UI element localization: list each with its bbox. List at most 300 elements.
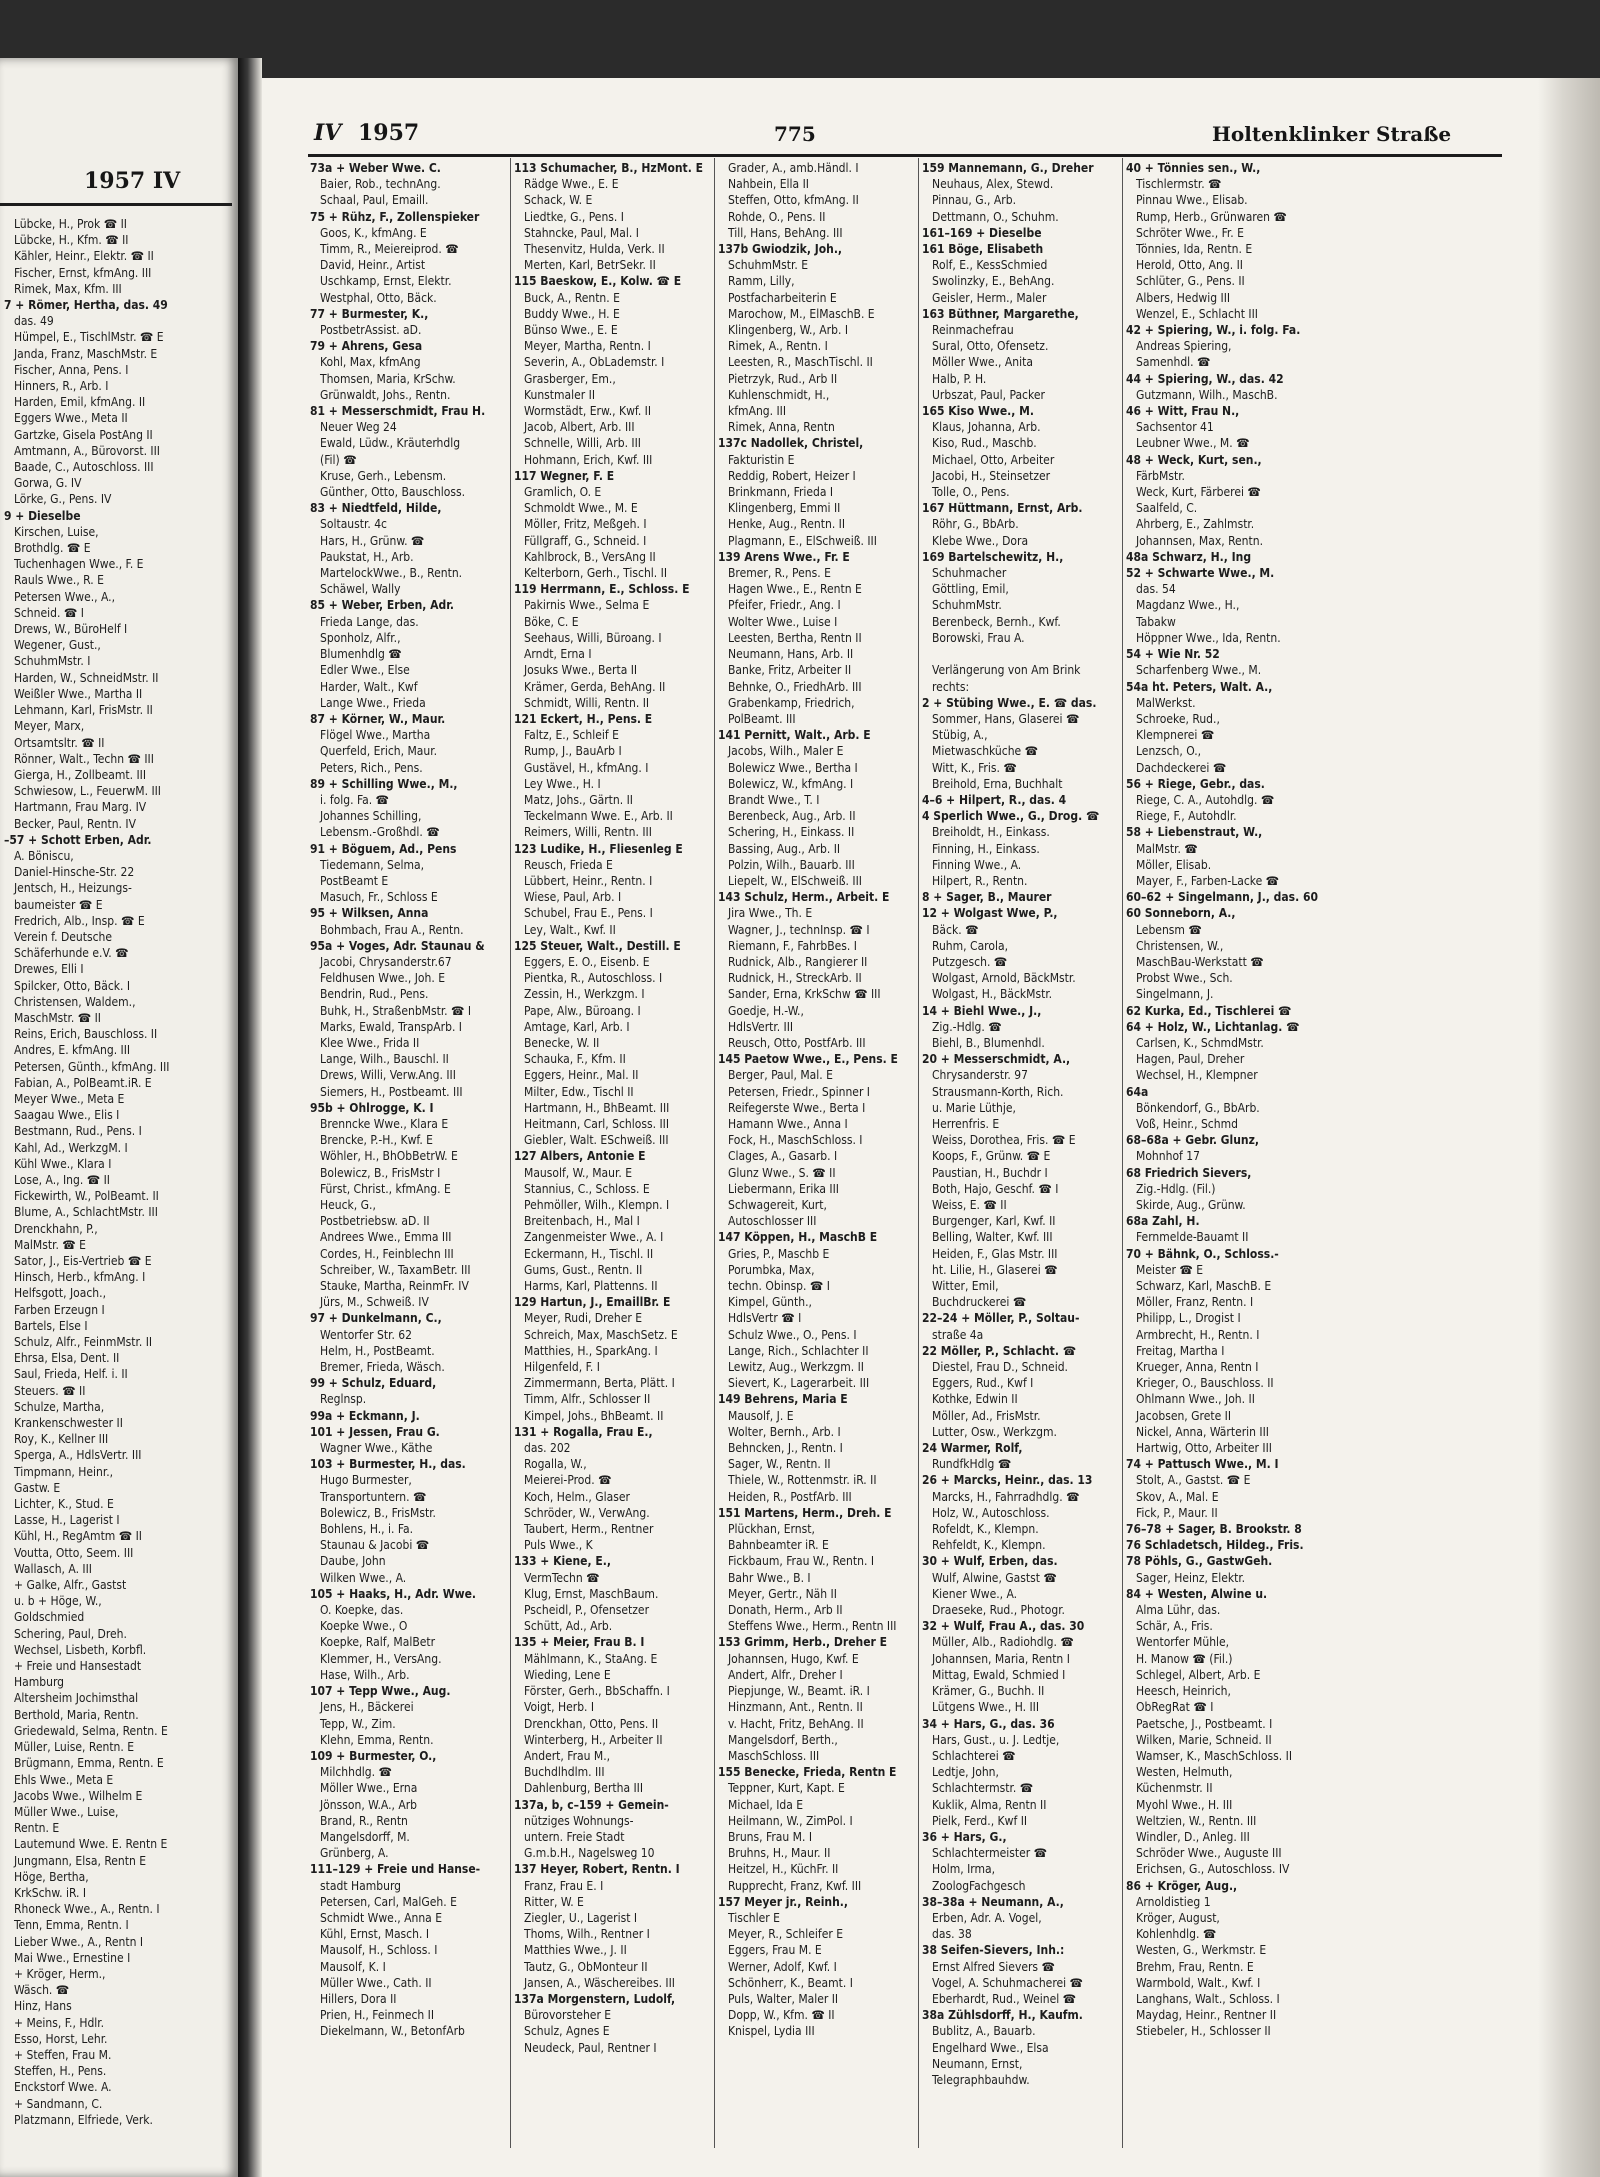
directory-entry: Grünwaldt, Johs., Rentn. [320, 387, 451, 402]
directory-entry: Buck, A., Rentn. E [524, 290, 620, 305]
directory-entry: Bassing, Aug., Arb. II [728, 841, 841, 856]
directory-entry: 113 Schumacher, B., HzMont. E [514, 161, 703, 175]
directory-entry: Ruhm, Carola, [932, 938, 1008, 953]
directory-entry: Wulf, Alwine, Gastst ☎ [932, 1570, 1057, 1585]
directory-entry: Diekelmann, W., BetonfArb [320, 2024, 465, 2039]
directory-entry: Wolgast, Arnold, BäckMstr. [932, 971, 1076, 986]
directory-entry: Wolter Wwe., Luise I [728, 614, 838, 629]
directory-entry: Blume, A., SchlachtMstr. III [14, 1205, 158, 1220]
directory-entry: Schwagereit, Kurt, [728, 1198, 827, 1212]
directory-entry: Bolewicz Wwe., Bertha I [728, 760, 858, 775]
directory-entry: 56 + Riege, Gebr., das. [1126, 776, 1265, 791]
directory-entry: Strausmann-Korth, Rich. [932, 1084, 1064, 1099]
directory-entry: Bolewicz, B., FrisMstr I [320, 1165, 441, 1180]
directory-entry: untern. Freie Stadt [524, 1829, 625, 1844]
left-page-column [4, 216, 232, 2156]
directory-entry: Diestel, Frau D., Schneid. [932, 1360, 1068, 1375]
directory-entry: MaschBau-Werkstatt ☎ [1136, 954, 1264, 969]
directory-entry: Puls, Walter, Maler II [728, 1991, 839, 2006]
directory-entry: Breitenbach, H., Mal I [524, 1214, 640, 1229]
directory-entry: Amtage, Karl, Arb. I [524, 1019, 630, 1034]
directory-entry: 48a Schwarz, H., Ing [1126, 549, 1252, 564]
directory-entry: Bünso Wwe., E. E [524, 323, 618, 338]
directory-entry: Hinz, Hans [14, 1999, 72, 2014]
directory-entry: Blumenhdlg ☎ [320, 647, 402, 662]
directory-entry: 165 Kiso Wwe., M. [922, 404, 1034, 419]
directory-entry: 97 + Dunkelmann, C., [310, 1311, 442, 1326]
directory-entry: Christensen, Waldem., [14, 994, 136, 1009]
directory-entry: Halb, P. H. [932, 371, 987, 386]
directory-entry: u. b + Höge, W., [14, 1594, 102, 1609]
directory-entry: 151 Martens, Herm., Dreh. E [718, 1505, 892, 1520]
directory-entry: 8 + Sager, B., Maurer [922, 890, 1052, 905]
directory-entry: SchuhmMstr. I [14, 654, 91, 669]
directory-entry: Meister ☎ E [1136, 1262, 1204, 1277]
directory-entry: Wagner, J., technInsp. ☎ I [728, 922, 870, 937]
directory-entry: Magdanz Wwe., H., [1136, 598, 1240, 613]
directory-entry: Schröder, W., VerwAng. [524, 1505, 650, 1520]
directory-entry: KrkSchw. iR. I [14, 1885, 87, 1900]
directory-entry: 169 Bartelschewitz, H., [922, 549, 1064, 564]
directory-entry: Clages, A., Gasarb. I [728, 1149, 838, 1164]
directory-entry: Buhk, H., StraßenbMstr. ☎ I [320, 1003, 472, 1018]
directory-entry: Reins, Erich, Bauschloss. II [14, 1027, 158, 1042]
directory-entry: Ley Wwe., H. I [524, 776, 601, 791]
directory-entry: Herrenfris. E [932, 1116, 1000, 1131]
directory-entry: Kohlenhdlg. ☎ [1136, 1927, 1217, 1942]
directory-entry: Bohmbach, Frau A., Rentn. [320, 922, 464, 937]
directory-entry: Sachsentor 41 [1136, 420, 1214, 435]
directory-entry: Kuhlenschmidt, H., [728, 387, 830, 402]
directory-entry: Drews, Willi, Verw.Ang. III [320, 1068, 456, 1083]
directory-entry: 20 + Messerschmidt, A., [922, 1052, 1071, 1067]
directory-entry: Rönner, Walt., Techn ☎ III [14, 751, 154, 766]
directory-entry: Reimers, Willi, Rentn. III [524, 825, 652, 840]
directory-entry: Jira Wwe., Th. E [728, 906, 813, 921]
directory-entry: Geisler, Herm., Maler [932, 290, 1047, 305]
directory-entry: 26 + Marcks, Heinr., das. 13 [922, 1473, 1093, 1488]
directory-entry: Hugo Burmester, [320, 1473, 412, 1488]
directory-entry: ht. Lilie, H., Glaserei ☎ [932, 1262, 1058, 1277]
directory-entry: Lange Wwe., Frieda [320, 695, 426, 710]
directory-entry: Berger, Paul, Mal. E [728, 1068, 833, 1083]
directory-entry: 54a ht. Peters, Walt. A., [1126, 679, 1273, 694]
directory-entry: Möller Wwe., Anita [932, 355, 1033, 370]
directory-entry: 123 Ludike, H., Fliesenleg E [514, 841, 683, 856]
directory-entry: Kruse, Gerh., Lebensm. [320, 468, 447, 483]
directory-entry: Gums, Gust., Rentn. II [524, 1262, 643, 1277]
directory-entry: Sator, J., Eis-Vertrieb ☎ E [14, 1254, 152, 1268]
directory-entry: 22–24 + Möller, P., Soltau- [922, 1311, 1080, 1326]
directory-entry: 157 Meyer jr., Reinh., [718, 1894, 848, 1909]
directory-entry: Brandt Wwe., T. I [728, 792, 820, 807]
directory-entry: das. 202 [524, 1441, 571, 1456]
directory-entry: Heiden, F., Glas Mstr. III [932, 1246, 1058, 1261]
directory-entry: Andert, Alfr., Dreher I [728, 1667, 843, 1682]
directory-entry: 89 + Schilling Wwe., M., [310, 776, 458, 791]
directory-entry: Jansen, A., Wäschereibes. III [524, 1975, 675, 1990]
directory-entry: Swolinzky, E., BehAng. [932, 274, 1055, 289]
directory-entry: Schroeke, Rud., [1136, 711, 1220, 726]
directory-entry: Westphal, Otto, Bäck. [320, 290, 437, 305]
directory-entry: Plagmann, E., ElSchweiß. III [728, 533, 877, 548]
directory-entry: Finning Wwe., A. [932, 857, 1022, 872]
directory-entry: Fick, P., Maur. II [1136, 1505, 1218, 1520]
directory-entry: Nahbein, Ella II [728, 177, 809, 192]
directory-entry: Kohl, Max, kfmAng [320, 355, 421, 370]
directory-entry: Klingenberg, W., Arb. I [728, 323, 848, 338]
directory-entry: Schnelle, Willi, Arb. III [524, 436, 641, 451]
directory-entry: Weck, Kurt, Färberei ☎ [1136, 485, 1261, 500]
directory-entry: Lautemund Wwe. E. Rentn E [14, 1837, 168, 1852]
directory-entry: Klee Wwe., Frida II [320, 1035, 420, 1050]
directory-entry: Weiss, Dorothea, Fris. ☎ E [932, 1133, 1076, 1148]
directory-entry: Prien, H., Feinmech II [320, 2008, 435, 2023]
directory-entry: Banke, Fritz, Arbeiter II [728, 663, 852, 678]
directory-entry: rechts: [932, 679, 970, 694]
directory-entry: 44 + Spiering, W., das. 42 [1126, 371, 1284, 386]
directory-entry: Küchenmstr. II [1136, 1781, 1213, 1796]
directory-entry: Johannsen, Hugo, Kwf. E [728, 1651, 859, 1666]
directory-entry: Schlüter, G., Pens. II [1136, 274, 1245, 289]
column-divider [510, 158, 511, 2148]
directory-entry: G.m.b.H., Nagelsweg 10 [524, 1846, 655, 1861]
directory-entry: Helfsgott, Joach., [14, 1286, 106, 1301]
directory-entry: Koepke Wwe., O [320, 1619, 408, 1634]
directory-entry: Schlegel, Albert, Arb. E [1136, 1667, 1261, 1682]
directory-entry: 101 + Jessen, Frau G. [310, 1424, 440, 1439]
directory-entry: Wiese, Paul, Arb. I [524, 890, 622, 905]
directory-entry: Milter, Edw., Tischl II [524, 1084, 634, 1099]
directory-entry: Neuer Weg 24 [320, 420, 397, 435]
directory-entry: 117 Wegner, F. E [514, 468, 615, 483]
directory-entry: Petersen Wwe., A., [14, 589, 116, 604]
directory-entry: Eggers, Frau M. E [728, 1943, 822, 1958]
directory-entry: ZoologFachgesch [932, 1878, 1026, 1893]
directory-entry: Bönkendorf, G., BbArb. [1136, 1100, 1260, 1115]
directory-entry: Krieger, O., Bauschloss. II [1136, 1376, 1274, 1391]
directory-entry: 24 Warmer, Rolf, [922, 1441, 1023, 1456]
directory-entry: Becker, Paul, Rentn. IV [14, 816, 136, 831]
directory-entry: Teckelmann Wwe. E., Arb. II [524, 809, 673, 824]
directory-entry: Kiso, Rud., Maschb. [932, 436, 1037, 451]
directory-entry: Fabian, A., PolBeamt.iR. E [14, 1075, 152, 1090]
directory-entry: Günther, Otto, Bauschloss. [320, 485, 466, 500]
directory-entry: Berenbeck, Bernh., Kwf. [932, 614, 1061, 629]
directory-entry: Hars, H., Grünw. ☎ [320, 533, 425, 548]
directory-entry: Ley, Walt., Kwf. II [524, 922, 616, 937]
directory-entry: Myohl Wwe., H. III [1136, 1797, 1233, 1812]
directory-entry: 14 + Biehl Wwe., J., [922, 1003, 1042, 1018]
directory-entry: Platzmann, Elfriede, Verk. [14, 2112, 153, 2127]
directory-entry: Christensen, W., [1136, 938, 1224, 953]
directory-entry: Mählmann, K., StaAng. E [524, 1651, 658, 1666]
directory-entry: Lübcke, H., Kfm. ☎ II [14, 233, 129, 248]
directory-entry: Rentn. E [14, 1821, 60, 1836]
directory-entry: Brenncke Wwe., Klara E [320, 1116, 449, 1131]
directory-entry: 7 + Römer, Hertha, das. 49 [4, 298, 168, 313]
directory-entry: Hinsch, Herb., kfmAng. I [14, 1270, 146, 1285]
directory-column-2 [514, 160, 710, 2150]
directory-entry: Harden, Emil, kfmAng. II [14, 395, 146, 410]
directory-entry: Schwarz, Karl, MaschB. E [1136, 1279, 1272, 1294]
directory-entry: Reglnsp. [320, 1392, 367, 1407]
directory-entry: Heilmann, W., ZimPol. I [728, 1813, 853, 1828]
directory-entry: Harder, Walt., Kwf [320, 679, 418, 694]
directory-entry: MalWerkst. [1136, 695, 1196, 710]
directory-entry: (Fil) ☎ [320, 452, 357, 467]
directory-entry: 95 + Wilksen, Anna [310, 906, 429, 921]
directory-entry: 68a Zahl, H. [1126, 1214, 1200, 1229]
directory-entry: Frieda Lange, das. [320, 614, 419, 629]
directory-entry: 163 Büthner, Margarethe, [922, 306, 1079, 321]
directory-entry: Mohnhof 17 [1136, 1149, 1201, 1164]
column-divider [714, 158, 715, 2148]
directory-entry: Philipp, L., Drogist I [1136, 1311, 1241, 1326]
directory-entry: Schlachtermstr. ☎ [932, 1781, 1034, 1796]
directory-entry: + Galke, Alfr., Gastst [14, 1578, 127, 1593]
directory-entry: Lose, A., Ing. ☎ II [14, 1172, 110, 1187]
directory-entry: Bahr Wwe., B. I [728, 1570, 811, 1585]
directory-entry: Uschkamp, Ernst, Elektr. [320, 274, 452, 289]
directory-entry: Schlachtermeister ☎ [932, 1846, 1048, 1861]
directory-entry: Jürs, M., Schweiß. IV [320, 1295, 429, 1310]
directory-entry: 161–169 + Dieselbe [922, 225, 1042, 240]
directory-entry: Paetsche, J., Postbeamt. I [1136, 1716, 1273, 1731]
directory-entry: straße 4a [932, 1327, 984, 1342]
directory-entry: Rohde, O., Pens. II [728, 209, 826, 224]
directory-entry: Lichter, K., Stud. E [14, 1497, 114, 1512]
directory-entry: Jacobs Wwe., Wilhelm E [14, 1788, 143, 1803]
directory-entry: Draeseke, Rud., Photogr. [932, 1603, 1065, 1618]
directory-entry: Wegener, Gust., [14, 638, 101, 653]
directory-entry: Benecke, W. II [524, 1035, 600, 1050]
directory-entry: 2 + Stübing Wwe., E. ☎ das. [922, 695, 1097, 710]
directory-entry: Pinnau Wwe., Elisab. [1136, 193, 1248, 208]
directory-entry: 64 + Holz, W., Lichtanlag. ☎ [1126, 1019, 1300, 1034]
directory-entry: Freitag, Martha I [1136, 1343, 1225, 1358]
directory-entry: Schulze, Martha, [14, 1399, 105, 1414]
directory-entry: Riemann, F., FahrbBes. I [728, 938, 857, 953]
directory-entry: Weiss, E. ☎ II [932, 1198, 1007, 1212]
directory-entry: Schulz, Alfr., FeinmMstr. II [14, 1335, 153, 1350]
directory-entry: Baade, C., Autoschloss. III [14, 460, 154, 475]
directory-entry: Ziegler, U., Lagerist I [524, 1910, 638, 1925]
directory-entry: Baier, Rob., technAng. [320, 177, 441, 192]
directory-entry: 76 Schladetsch, Hildeg., Fris. [1126, 1538, 1304, 1553]
directory-entry: Lasse, H., Lagerist I [14, 1513, 120, 1528]
directory-entry: 38a Zühlsdorff, H., Kaufm. [922, 2008, 1083, 2023]
directory-entry: Schaal, Paul, Emaill. [320, 193, 429, 208]
directory-entry: Mietwaschküche ☎ [932, 744, 1039, 759]
directory-entry: Wilken Wwe., A. [320, 1570, 407, 1585]
directory-entry: Tepp, W., Zim. [320, 1716, 396, 1731]
directory-entry: 105 + Haaks, H., Adr. Wwe. [310, 1586, 477, 1601]
directory-entry: Brencke, P.-H., Kwf. E [320, 1133, 433, 1148]
directory-entry: Pientka, R., Autoschloss. I [524, 971, 663, 986]
directory-entry: 87 + Körner, W., Maur. [310, 711, 446, 726]
directory-entry: 115 Baeskow, E., Kolw. ☎ E [514, 274, 682, 289]
directory-entry: Andreas Spiering, [1136, 339, 1232, 354]
page-number: 775 [774, 122, 816, 146]
directory-entry: Jacobi, Chrysanderstr.67 [320, 954, 452, 969]
directory-entry: Gutzmann, Wilh., MaschB. [1136, 387, 1278, 402]
directory-entry: 99a + Eckmann, J. [310, 1408, 420, 1423]
directory-entry: Pfeifer, Friedr., Ang. I [728, 598, 841, 613]
directory-entry: Kothke, Edwin II [932, 1392, 1018, 1407]
directory-entry: 85 + Weber, Erben, Adr. [310, 598, 454, 613]
directory-entry: Mangelsdorf, Berth., [728, 1732, 838, 1747]
directory-entry: Bremer, Frieda, Wäsch. [320, 1360, 445, 1375]
directory-entry: 64a [1126, 1084, 1149, 1099]
directory-entry: Behnke, O., FriedhArb. III [728, 679, 862, 694]
directory-entry: Heitmann, Carl, Schloss. III [524, 1116, 670, 1131]
directory-entry: Sager, W., Rentn. II [728, 1457, 831, 1472]
directory-entry: Jungmann, Elsa, Rentn E [14, 1853, 147, 1868]
directory-entry: Rump, J., BauArb I [524, 744, 622, 759]
directory-entry: Höppner Wwe., Ida, Rentn. [1136, 630, 1281, 645]
directory-entry: Meyer Wwe., Meta E [14, 1091, 125, 1106]
directory-entry: SchuhmMstr. [932, 598, 1002, 613]
directory-entry: Grasberger, Em., [524, 371, 616, 386]
directory-entry: Rudnick, Alb., Rangierer II [728, 954, 868, 969]
directory-entry: + Freie und Hansestadt [14, 1659, 142, 1674]
directory-entry: Stauke, Martha, ReinmFr. IV [320, 1279, 469, 1294]
directory-entry: Sager, Heinz, Elektr. [1136, 1570, 1246, 1585]
directory-entry: 95a + Voges, Adr. Staunau & [310, 938, 485, 953]
directory-entry: Harden, W., SchneidMstr. II [14, 670, 159, 685]
left-header-rule [0, 203, 232, 206]
directory-entry: Altersheim Jochimsthal [14, 1691, 139, 1706]
directory-entry: nütziges Wohnungs- [524, 1813, 634, 1828]
directory-entry: Brinkmann, Frieda I [728, 485, 834, 500]
directory-entry: HdlsVertr. III [728, 1019, 794, 1034]
directory-entry: Lübcke, H., Prok ☎ II [14, 217, 127, 231]
directory-entry: Steuers. ☎ II [14, 1383, 86, 1398]
directory-entry: Ramm, Lilly, [728, 274, 795, 289]
directory-entry: Fredrich, Alb., Insp. ☎ E [14, 913, 145, 928]
directory-entry: Tolle, O., Pens. [932, 485, 1010, 500]
directory-entry: Seehaus, Willi, Büroang. I [524, 630, 662, 645]
directory-column-5 [1126, 160, 1322, 2150]
directory-entry: Johannsen, Maria, Rentn I [932, 1651, 1070, 1666]
directory-entry: Herold, Otto, Ang. II [1136, 258, 1243, 273]
directory-entry: Skov, A., Mal. E [1136, 1489, 1219, 1504]
directory-entry: Fock, H., MaschSchloss. I [728, 1133, 863, 1148]
directory-entry: Füllgraff, G., Schneid. I [524, 533, 647, 548]
directory-entry: 60 Sonneborn, A., [1126, 906, 1236, 921]
directory-entry: Pielk, Ferd., Kwf II [932, 1813, 1028, 1828]
directory-entry: Voutta, Otto, Seem. III [14, 1545, 134, 1560]
directory-entry: Breihold, Erna, Buchhalt [932, 776, 1063, 791]
directory-entry: Schwiesow, L., FeuerwM. III [14, 784, 161, 799]
directory-entry: Johannes Schilling, [320, 809, 422, 824]
directory-entry: Donath, Herm., Arb II [728, 1603, 843, 1618]
directory-entry: Sperga, A., HdlsVertr. III [14, 1448, 142, 1463]
page-edge-shadow [1538, 78, 1600, 2177]
directory-entry: 139 Arens Wwe., Fr. E [718, 549, 850, 564]
directory-entry: Möller, Elisab. [1136, 857, 1212, 872]
directory-entry: Steffens Wwe., Herm., Rentn III [728, 1619, 897, 1634]
street-name: Holtenklinker Straße [1212, 122, 1452, 146]
directory-entry: Gartzke, Gisela PostAng II [14, 427, 153, 442]
directory-entry: ObRegRat ☎ I [1136, 1700, 1214, 1715]
directory-entry: Hagen Wwe., E., Rentn E [728, 582, 862, 597]
column-divider [918, 158, 919, 2148]
directory-entry: Schlachterei ☎ [932, 1748, 1016, 1763]
directory-entry: Schröder Wwe., Auguste III [1136, 1846, 1282, 1861]
directory-entry: Voß, Heinr., Schmd [1136, 1116, 1238, 1131]
directory-entry: Lütgens Wwe., H. III [932, 1700, 1040, 1715]
directory-entry: Höge, Bertha, [14, 1869, 89, 1884]
directory-entry: Till, Hans, BehAng. III [728, 225, 843, 240]
directory-entry: 95b + Ohlrogge, K. I [310, 1100, 434, 1115]
directory-entry: 48 + Weck, Kurt, sen., [1126, 452, 1262, 467]
directory-entry: Hilpert, R., Rentn. [932, 873, 1028, 888]
directory-entry: Paukstat, H., Arb. [320, 549, 414, 564]
directory-entry: Möller, Franz, Rentn. I [1136, 1295, 1254, 1310]
directory-entry: Ledtje, John, [932, 1765, 999, 1780]
directory-entry: Schubel, Frau E., Pens. I [524, 906, 653, 921]
directory-entry: Westen, G., Werkmstr. E [1136, 1943, 1267, 1958]
directory-entry: Kelterborn, Gerh., Tischl. II [524, 566, 668, 581]
directory-entry: Reifegerste Wwe., Berta I [728, 1100, 866, 1115]
directory-entry: Bublitz, A., Bauarb. [932, 2024, 1036, 2039]
directory-entry: 119 Herrmann, E., Schloss. E [514, 582, 690, 597]
directory-entry: Brügmann, Emma, Rentn. E [14, 1756, 164, 1771]
directory-entry: Gastw. E [14, 1480, 61, 1495]
directory-entry: Schneid. ☎ I [14, 605, 84, 620]
directory-entry: 91 + Böguem, Ad., Pens [310, 841, 457, 856]
directory-entry: 127 Albers, Antonie E [514, 1149, 646, 1164]
directory-entry: Teppner, Kurt, Kapt. E [728, 1781, 845, 1796]
directory-entry: Urbszat, Paul, Packer [932, 387, 1045, 402]
directory-entry: Goos, K., kfmAng. E [320, 225, 427, 240]
directory-entry: Bruhns, H., Maur. II [728, 1846, 831, 1861]
directory-entry: Winterberg, H., Arbeiter II [524, 1732, 663, 1747]
directory-entry: Wallasch, A. III [14, 1561, 92, 1576]
directory-entry: Leesten, R., MaschTischl. II [728, 355, 873, 370]
directory-entry: Heesch, Heinrich, [1136, 1684, 1231, 1699]
directory-entry: u. Marie Lüthje, [932, 1100, 1016, 1115]
directory-entry: Möller, Ad., FrisMstr. [932, 1408, 1041, 1423]
directory-entry: Müller Wwe., Luise, [14, 1804, 119, 1819]
directory-entry: Zig.-Hdlg. ☎ [932, 1019, 1002, 1034]
directory-entry: 153 Grimm, Herb., Dreher E [718, 1635, 887, 1650]
directory-entry: Wöhler, H., BhObBetrW. E [320, 1149, 458, 1164]
directory-entry: Esso, Horst, Lehr. [14, 2031, 108, 2046]
directory-entry: Liepelt, W., ElSchweiß. III [728, 873, 862, 888]
directory-entry: Rimek, Anna, Rentn [728, 420, 835, 435]
directory-column-1 [310, 160, 506, 2150]
directory-entry: Zig.-Hdlg. (Fil.) [1136, 1181, 1216, 1196]
directory-entry: 32 + Wulf, Frau A., das. 30 [922, 1619, 1085, 1634]
directory-entry: Marcks, H., Fahrradhdlg. ☎ [932, 1489, 1080, 1504]
directory-entry: Wechsel, Lisbeth, Korbfl. [14, 1642, 147, 1657]
directory-entry: Thiele, W., Rottenmstr. iR. II [728, 1473, 877, 1488]
directory-entry: Petersen, Carl, MalGeh. E [320, 1894, 457, 1909]
directory-entry: Janda, Franz, MaschMstr. E [14, 346, 158, 361]
directory-entry: Eberhardt, Rud., Weinel ☎ [932, 1991, 1077, 2006]
directory-entry: Roy, K., Kellner III [14, 1432, 109, 1447]
directory-entry: Sural, Otto, Ofensetz. [932, 339, 1049, 354]
directory-entry: Probst Wwe., Sch. [1136, 971, 1233, 986]
directory-entry: Röhr, G., BbArb. [932, 517, 1019, 532]
directory-entry: Schuhmacher [932, 566, 1007, 581]
directory-entry: Tischlermstr. ☎ [1136, 177, 1222, 192]
directory-entry: Timm, R., Meiereiprod. ☎ [320, 242, 459, 257]
directory-entry: Müller Wwe., Cath. II [320, 1975, 432, 1990]
